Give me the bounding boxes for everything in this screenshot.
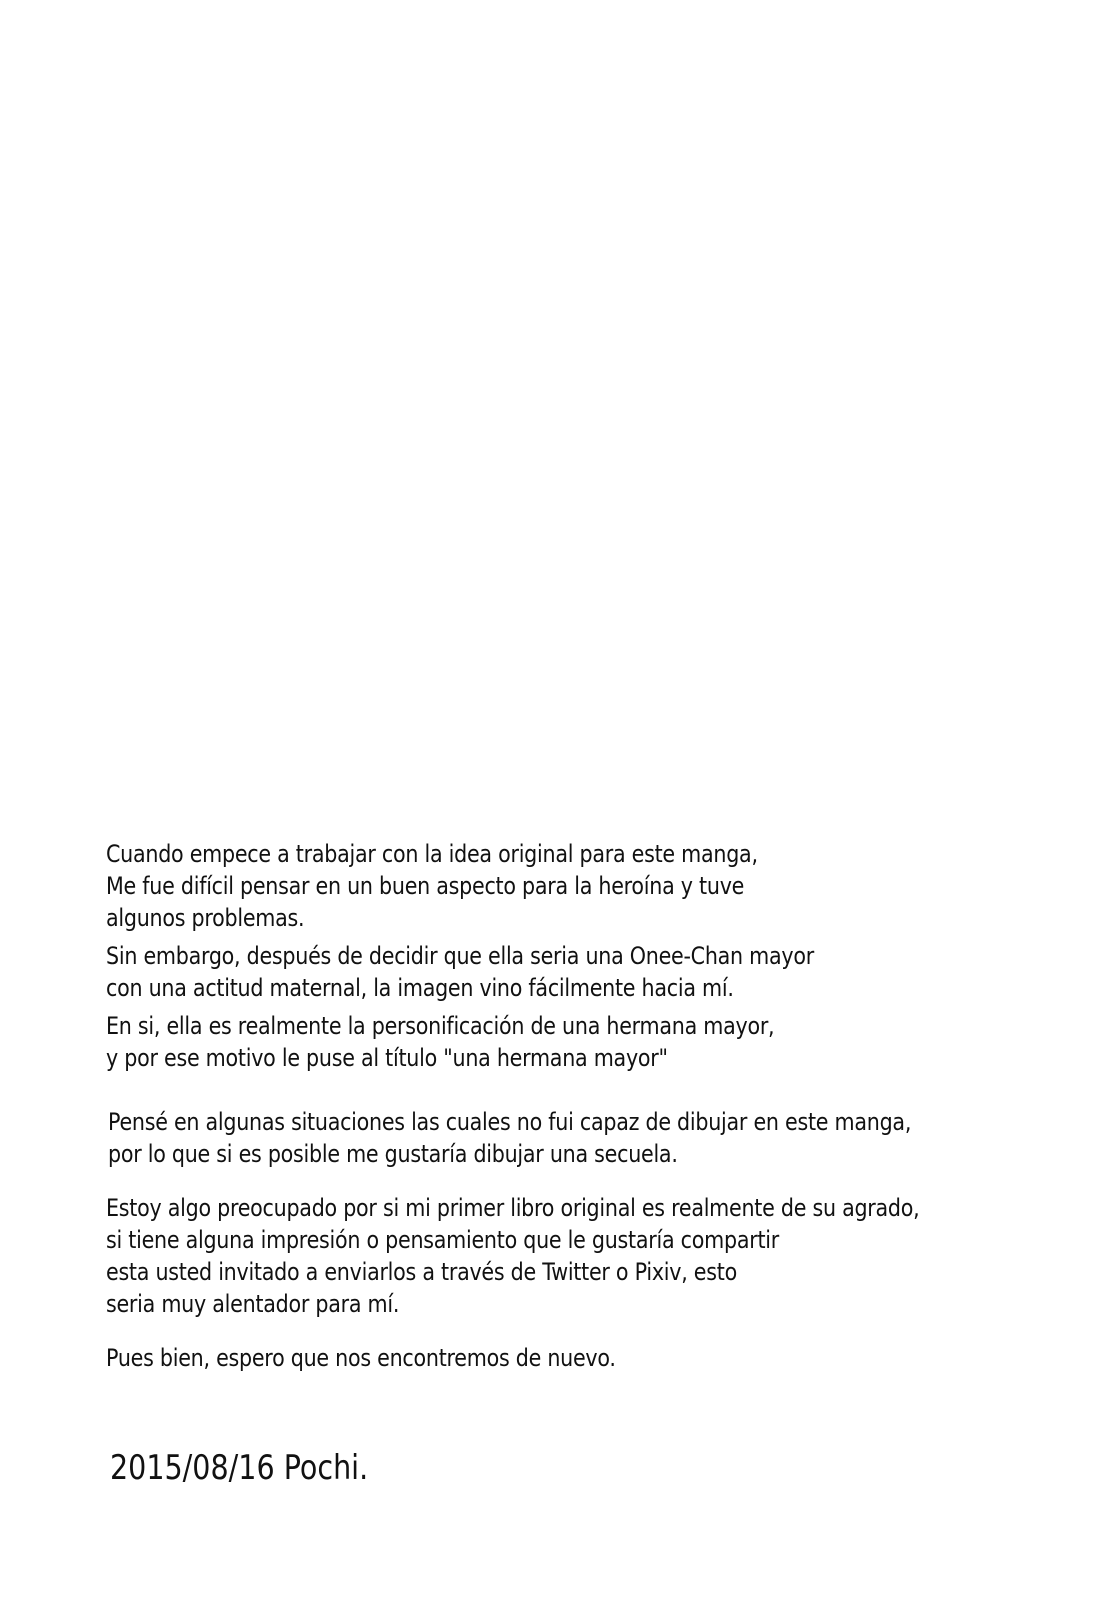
paragraph-decision [106, 940, 880, 1004]
text-line: por lo que si es posible me gustaría dibujar una secuela. [108, 1140, 678, 1168]
text-line: Sin embargo, después de decidir que ella seria una Onee-Chan mayor [106, 942, 814, 970]
text-line: En si, ella es realmente la personificación de una hermana mayor, [106, 1012, 775, 1040]
text-line: con una actitud maternal, la imagen vino fácilmente hacia mí. [106, 974, 734, 1002]
afterword-text [106, 838, 1006, 1374]
text-line: seria muy alentador para mí. [106, 1290, 400, 1318]
paragraph-farewell [106, 1342, 880, 1374]
text-line: Pues bien, espero que nos encontremos de nuevo. [106, 1344, 616, 1372]
text-line: Me fue difícil pensar en un buen aspecto para la heroína y tuve [106, 872, 745, 900]
signature-date: 2015/08/16 Pochi. [110, 1448, 369, 1488]
text-line: si tiene alguna impresión o pensamiento que le gustaría compartir [106, 1226, 779, 1254]
text-line: Pensé en algunas situaciones las cuales no fui capaz de dibujar en este manga, [108, 1108, 912, 1136]
paragraph-intro [106, 838, 880, 934]
text-line: algunos problemas. [106, 904, 305, 932]
text-line: y por ese motivo le puse al título "una hermana mayor" [106, 1044, 668, 1072]
text-line: Estoy algo preocupado por si mi primer libro original es realmente de su agrado, [106, 1194, 920, 1222]
text-line: Cuando empece a trabajar con la idea original para este manga, [106, 840, 758, 868]
paragraph-feedback [106, 1192, 920, 1320]
paragraph-sequel [108, 1106, 912, 1170]
paragraph-title [106, 1010, 880, 1074]
text-line: esta usted invitado a enviarlos a través de Twitter o Pixiv, esto [106, 1258, 737, 1286]
